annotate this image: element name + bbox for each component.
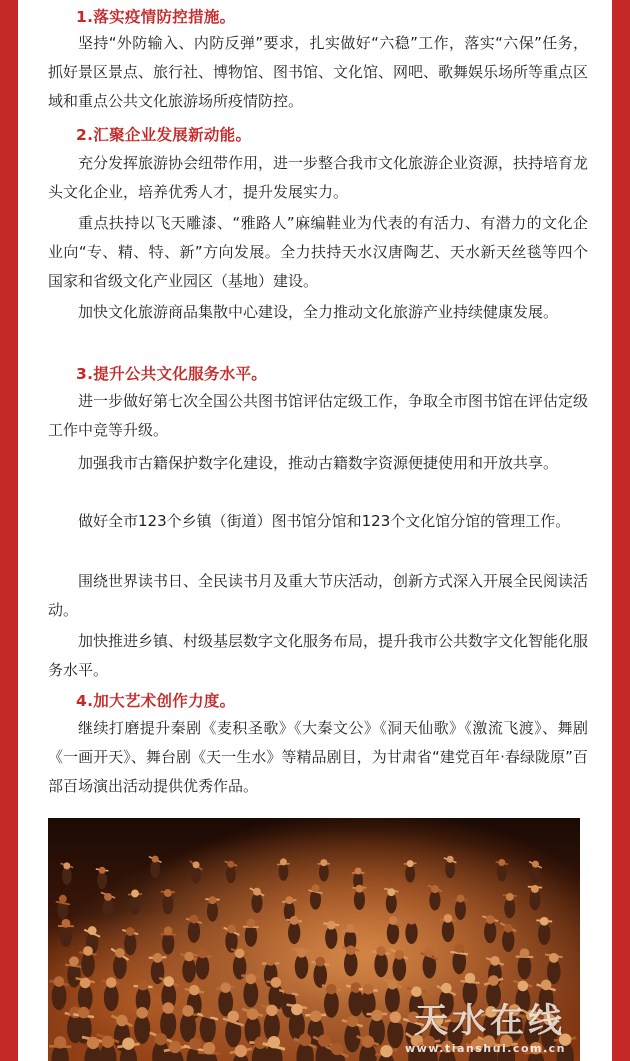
section-heading-1: 1.落实疫情防控措施。	[76, 8, 236, 26]
paragraph: 重点扶持以飞天雕漆、“雅路人”麻编鞋业为代表的有活力、有潜力的文化企业向“专、精、特、新”方向发展。全力扶持天水汉唐陶艺、天水新天丝毯等四个国家和省级文化产业园区（基地）建设。	[48, 214, 588, 290]
section-heading-2: 2.汇聚企业发展新动能。	[76, 126, 252, 144]
article-page	[18, 0, 612, 1061]
paragraph: 做好全市123个乡镇（街道）图书馆分馆和123个文化馆分馆的管理工作。	[78, 512, 571, 530]
site-watermark	[405, 993, 566, 1055]
paragraph: 坚持“外防输入、内防反弹”要求，扎实做好“六稳”工作，落实“六保”任务，抓好景区景点、旅行社、博物馆、图书馆、文化馆、网吧、歌舞娱乐场所等重点区域和重点公共文化旅游场所疫情防控。	[48, 34, 589, 110]
paragraph: 加快文化旅游商品集散中心建设，全力推动文化旅游产业持续健康发展。	[78, 303, 559, 321]
paragraph: 围绕世界读书日、全民读书月及重大节庆活动，创新方式深入开展全民阅读活动。	[48, 572, 589, 619]
section-heading-4: 4.加大艺术创作力度。	[76, 692, 236, 710]
paragraph: 进一步做好第七次全国公共图书馆评估定级工作，争取全市图书馆在评估定级工作中竞等升级。	[48, 392, 589, 439]
section-heading-3: 3.提升公共文化服务水平。	[76, 365, 268, 383]
watermark-url: www.tianshui.com.cn	[405, 1042, 566, 1055]
paragraph: 继续打磨提升秦剧《麦积圣歌》《大秦文公》《洞天仙歌》《激流飞渡》、舞剧《一画开天》、舞台剧《天一生水》等精品剧目，为甘肃省“建党百年·春绿陇原”百部百场演出活动提供优秀作品。	[48, 719, 588, 795]
paragraph: 加强我市古籍保护数字化建设，推动古籍数字资源便捷使用和开放共享。	[78, 454, 559, 472]
watermark-logo: 天水在线	[414, 1001, 566, 1041]
dance-performance-photo	[48, 818, 580, 1061]
paragraph: 充分发挥旅游协会纽带作用，进一步整合我市文化旅游企业资源，扶持培育龙头文化企业，培养优秀人才，提升发展实力。	[48, 154, 589, 201]
paragraph: 加快推进乡镇、村级基层数字文化服务布局，提升我市公共数字文化智能化服务水平。	[48, 632, 589, 679]
